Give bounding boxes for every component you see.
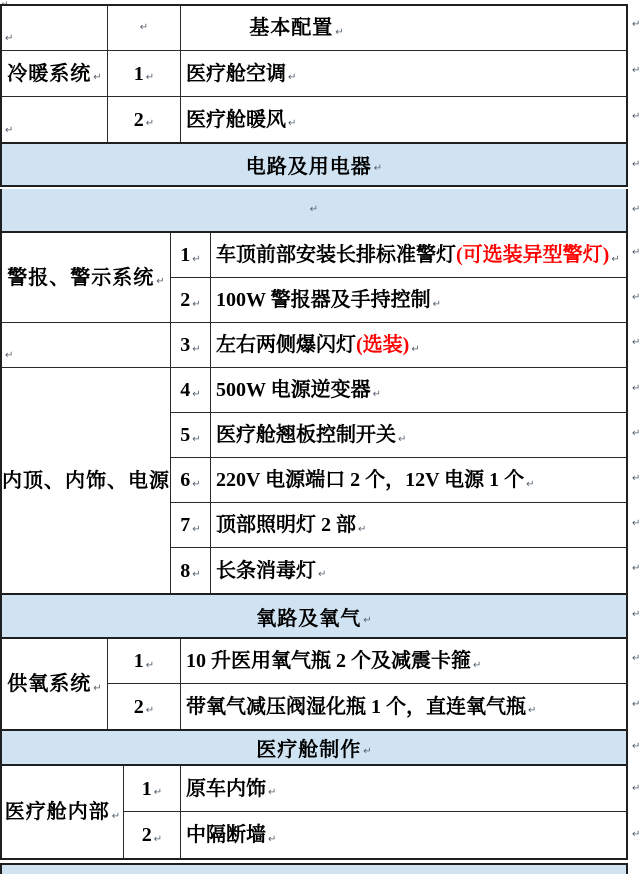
- index-cell: [171, 458, 211, 503]
- paragraph-mark-icon: ↵: [373, 163, 383, 174]
- item-text: 100W 警报器及手持控制: [216, 289, 431, 311]
- item-cell: [181, 812, 626, 858]
- paragraph-mark-icon: ↵: [93, 682, 102, 694]
- item-text: 带氧气减压阀湿化瓶 1 个，直连氧气瓶: [186, 695, 526, 718]
- item-cell: [181, 639, 626, 684]
- empty-blue-row: [0, 189, 628, 231]
- paragraph-mark-icon: ↵: [632, 383, 641, 394]
- empty-index-cell: [108, 6, 181, 51]
- paragraph-mark-icon: ↵: [192, 298, 201, 310]
- row-index: 2: [133, 695, 144, 718]
- paragraph-mark-icon: ↵: [432, 298, 442, 310]
- section-header-cabin: [0, 731, 628, 764]
- item-text: 220V 电源端口 2 个，12V 电源 1 个: [216, 469, 525, 491]
- section-title: 电路及用电器: [245, 156, 372, 178]
- item-text: 10 升医用氧气瓶 2 个及减震卡箍: [186, 650, 471, 672]
- paragraph-mark-icon: ↵: [632, 783, 641, 794]
- index-cell: [108, 97, 181, 142]
- paragraph-mark-icon: ↵: [528, 705, 537, 716]
- row-index: 2: [133, 108, 144, 131]
- paragraph-mark-icon: ↵: [526, 478, 535, 490]
- item-cell: [211, 368, 626, 413]
- paragraph-mark-icon: ↵: [318, 569, 327, 580]
- empty-category-cell: [2, 6, 108, 51]
- item-text: 中隔断墙: [186, 824, 266, 846]
- row-index: 1: [141, 777, 152, 800]
- paragraph-mark-icon: ↵: [372, 388, 382, 400]
- paragraph-mark-icon: ↵: [632, 65, 641, 76]
- item-text: 医疗舱暖风: [186, 108, 286, 131]
- cabin-table: [0, 764, 628, 860]
- paragraph-mark-icon: ↵: [145, 705, 155, 716]
- paragraph-mark-icon: ↵: [632, 699, 641, 710]
- paragraph-mark-icon: ↵: [145, 659, 155, 671]
- index-cell: [171, 278, 211, 323]
- paragraph-mark-icon: ↵: [632, 292, 641, 303]
- paragraph-mark-icon: ↵: [5, 33, 14, 44]
- paragraph-mark-icon: ↵: [632, 518, 641, 529]
- paragraph-mark-icon: ↵: [145, 118, 155, 129]
- item-cell: [211, 278, 626, 323]
- paragraph-mark-icon: ↵: [192, 569, 201, 580]
- basic-config-header-cell: [181, 6, 626, 51]
- index-cell: [108, 639, 181, 684]
- row-index: 1: [180, 244, 191, 266]
- paragraph-mark-icon: ↵: [632, 19, 641, 30]
- item-cell: [181, 684, 626, 729]
- empty-category-cell: [2, 97, 108, 142]
- paragraph-mark-icon: ↵: [632, 247, 641, 258]
- index-cell: [171, 413, 211, 458]
- item-cell: [181, 97, 626, 142]
- paragraph-mark-icon: ↵: [632, 159, 641, 170]
- row-index: 6: [180, 469, 191, 491]
- category-cell-oxygen: [2, 639, 108, 729]
- paragraph-mark-icon: ↵: [192, 478, 201, 490]
- index-cell: [171, 233, 211, 278]
- paragraph-mark-icon: ↵: [398, 433, 407, 445]
- paragraph-mark-icon: ↵: [5, 125, 14, 136]
- paragraph-mark-icon: ↵: [363, 614, 372, 626]
- item-cell: [211, 413, 626, 458]
- paragraph-mark-icon: ↵: [473, 659, 482, 671]
- paragraph-mark-icon: ↵: [192, 343, 201, 355]
- paragraph-mark-icon: ↵: [145, 72, 155, 83]
- electric-table: [0, 231, 628, 595]
- paragraph-mark-icon: ↵: [632, 741, 641, 752]
- item-cell: [181, 51, 626, 97]
- index-cell: [171, 323, 211, 368]
- section-header-oxygen: [0, 595, 628, 637]
- item-optional-text: (可选装异型警灯): [456, 244, 610, 266]
- index-cell: [108, 51, 181, 97]
- paragraph-mark-icon: ↵: [611, 253, 620, 265]
- paragraph-mark-icon: ↵: [192, 523, 201, 535]
- category-label: 供氧系统: [7, 673, 92, 695]
- paragraph-mark-icon: ↵: [288, 72, 297, 83]
- item-text: 左右两侧爆闪灯: [216, 334, 356, 356]
- paragraph-mark-icon: ↵: [5, 350, 14, 361]
- paragraph-mark-icon: ↵: [309, 204, 319, 215]
- paragraph-mark-icon: ↵: [93, 72, 102, 83]
- row-index: 2: [141, 824, 152, 846]
- paragraph-mark-icon: ↵: [156, 276, 165, 287]
- paragraph-mark-icon: ↵: [192, 388, 201, 400]
- paragraph-mark-icon: ↵: [632, 829, 641, 840]
- index-cell: [171, 548, 211, 593]
- item-cell: [211, 323, 626, 368]
- category-cell-interior-power: [2, 368, 171, 593]
- item-text: 原车内饰: [186, 777, 266, 800]
- paragraph-mark-icon: ↵: [192, 433, 201, 445]
- oxygen-table: [0, 637, 628, 731]
- paragraph-mark-icon: ↵: [153, 787, 163, 798]
- section-title: 基本配置: [249, 17, 334, 39]
- item-cell: [211, 233, 626, 278]
- row-index: 3: [180, 334, 191, 356]
- paragraph-mark-icon: ↵: [268, 787, 277, 798]
- item-cell: [211, 548, 626, 593]
- bottom-blue-strip: [0, 863, 628, 874]
- item-text: 医疗舱翘板控制开关: [216, 424, 396, 446]
- item-cell: [181, 766, 626, 812]
- paragraph-mark-icon: ↵: [335, 26, 344, 38]
- section-title: 氧路及氧气: [256, 607, 362, 630]
- paragraph-mark-icon: ↵: [632, 111, 641, 122]
- basic-config-table: [0, 4, 628, 144]
- item-text: 车顶前部安装长排标准警灯: [216, 244, 456, 266]
- index-cell: [171, 503, 211, 548]
- index-cell: [171, 368, 211, 413]
- index-cell: [124, 812, 181, 858]
- index-cell: [108, 684, 181, 729]
- paragraph-mark-icon: ↵: [363, 746, 372, 757]
- empty-category-cell: [2, 323, 171, 368]
- paragraph-mark-icon: ↵: [288, 118, 297, 129]
- section-title: 医疗舱制作: [256, 739, 362, 761]
- item-cell: [211, 503, 626, 548]
- row-index: 1: [133, 650, 144, 672]
- row-index: 8: [180, 559, 191, 582]
- paragraph-mark-icon: ↵: [192, 253, 201, 265]
- paragraph-mark-icon: ↵: [411, 343, 420, 355]
- paragraph-mark-icon: ↵: [153, 833, 163, 845]
- item-text: 长条消毒灯: [216, 559, 316, 582]
- item-text: 500W 电源逆变器: [216, 379, 371, 401]
- paragraph-mark-icon: ↵: [139, 22, 149, 33]
- item-text: 医疗舱空调: [186, 62, 286, 85]
- paragraph-mark-icon: ↵: [632, 473, 641, 484]
- category-cell-alarm: [2, 233, 171, 323]
- row-index: 5: [180, 424, 191, 446]
- item-text: 顶部照明灯 2 部: [216, 514, 356, 536]
- row-index: 1: [133, 62, 144, 85]
- category-label: 警报、警示系统: [7, 266, 155, 289]
- category-cell-cabin-interior: [2, 766, 124, 858]
- category-cell-hvac: [2, 51, 108, 97]
- row-index: 2: [180, 289, 191, 311]
- paragraph-mark-icon: ↵: [632, 428, 641, 439]
- paragraph-mark-icon: ↵: [632, 337, 641, 348]
- paragraph-mark-icon: ↵: [632, 204, 641, 215]
- index-cell: [124, 766, 181, 812]
- paragraph-mark-icon: ↵: [632, 563, 641, 574]
- section-header-electric: [0, 144, 628, 187]
- paragraph-mark-icon: ↵: [358, 523, 367, 535]
- paragraph-mark-icon: ↵: [111, 810, 121, 822]
- row-index: 7: [180, 514, 191, 536]
- category-label: 医疗舱内部: [4, 801, 110, 823]
- paragraph-mark-icon: ↵: [268, 833, 277, 845]
- category-label: 内顶、内饰、电源: [2, 469, 170, 492]
- item-cell: [211, 458, 626, 503]
- paragraph-mark-icon: ↵: [632, 653, 641, 664]
- paragraph-mark-icon: ↵: [632, 609, 641, 620]
- item-optional-text: (选装): [356, 334, 410, 356]
- category-label: 冷暖系统: [7, 62, 92, 85]
- row-index: 4: [180, 379, 191, 401]
